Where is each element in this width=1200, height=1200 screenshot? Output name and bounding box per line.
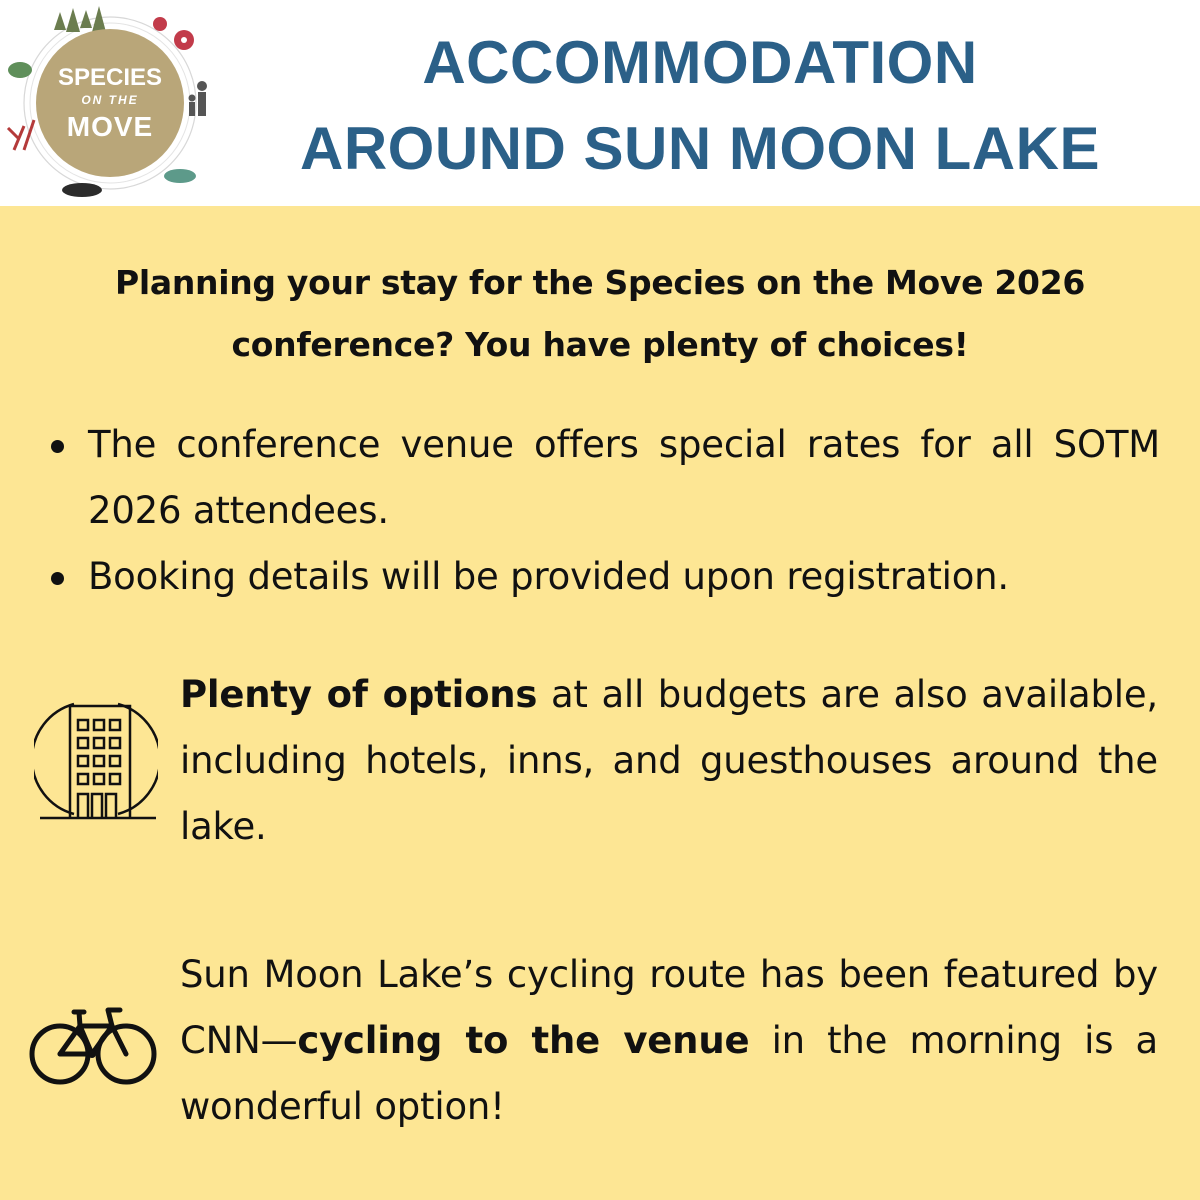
logo-text-move: MOVE: [66, 111, 154, 142]
cycling-text-pre: Sun Moon Lake’s cycling route has been featured by CNN—: [180, 953, 1158, 1062]
logo-text-on-the: ON THE: [81, 93, 139, 107]
intro-line-1: Planning your stay for the Species on the Move 2026: [114, 263, 1086, 302]
options-text: at all budgets are also available, including hotels, inns, and guesthouses around the lake.: [180, 673, 1158, 848]
cycling-text-post: in the morning is a wonderful option!: [180, 1019, 1158, 1128]
title-line-2: AROUND SUN MOON LAKE: [300, 115, 1100, 182]
title-line-1: ACCOMMODATION: [422, 29, 978, 96]
bullet-list: [40, 412, 1160, 610]
intro-text: [20, 252, 1180, 376]
bullet-item-special-rates: The conference venue offers special rates for all SOTM 2026 attendees.: [40, 412, 1160, 544]
bullet-item-booking-details: Booking details will be provided upon registration.: [40, 544, 1160, 610]
bicycle-icon: [28, 1004, 158, 1086]
options-paragraph: [180, 662, 1158, 860]
cycling-paragraph: [180, 942, 1158, 1140]
cycling-bold-text: cycling to the venue: [297, 1019, 750, 1062]
species-on-the-move-logo: [0, 0, 220, 206]
header: [0, 0, 1200, 206]
options-bold-text: Plenty of options: [180, 673, 538, 716]
page-title: [230, 20, 1170, 192]
logo-text-species: SPECIES: [57, 64, 163, 91]
intro-line-2: conference? You have plenty of choices!: [231, 325, 969, 364]
building-icon: [34, 690, 158, 826]
